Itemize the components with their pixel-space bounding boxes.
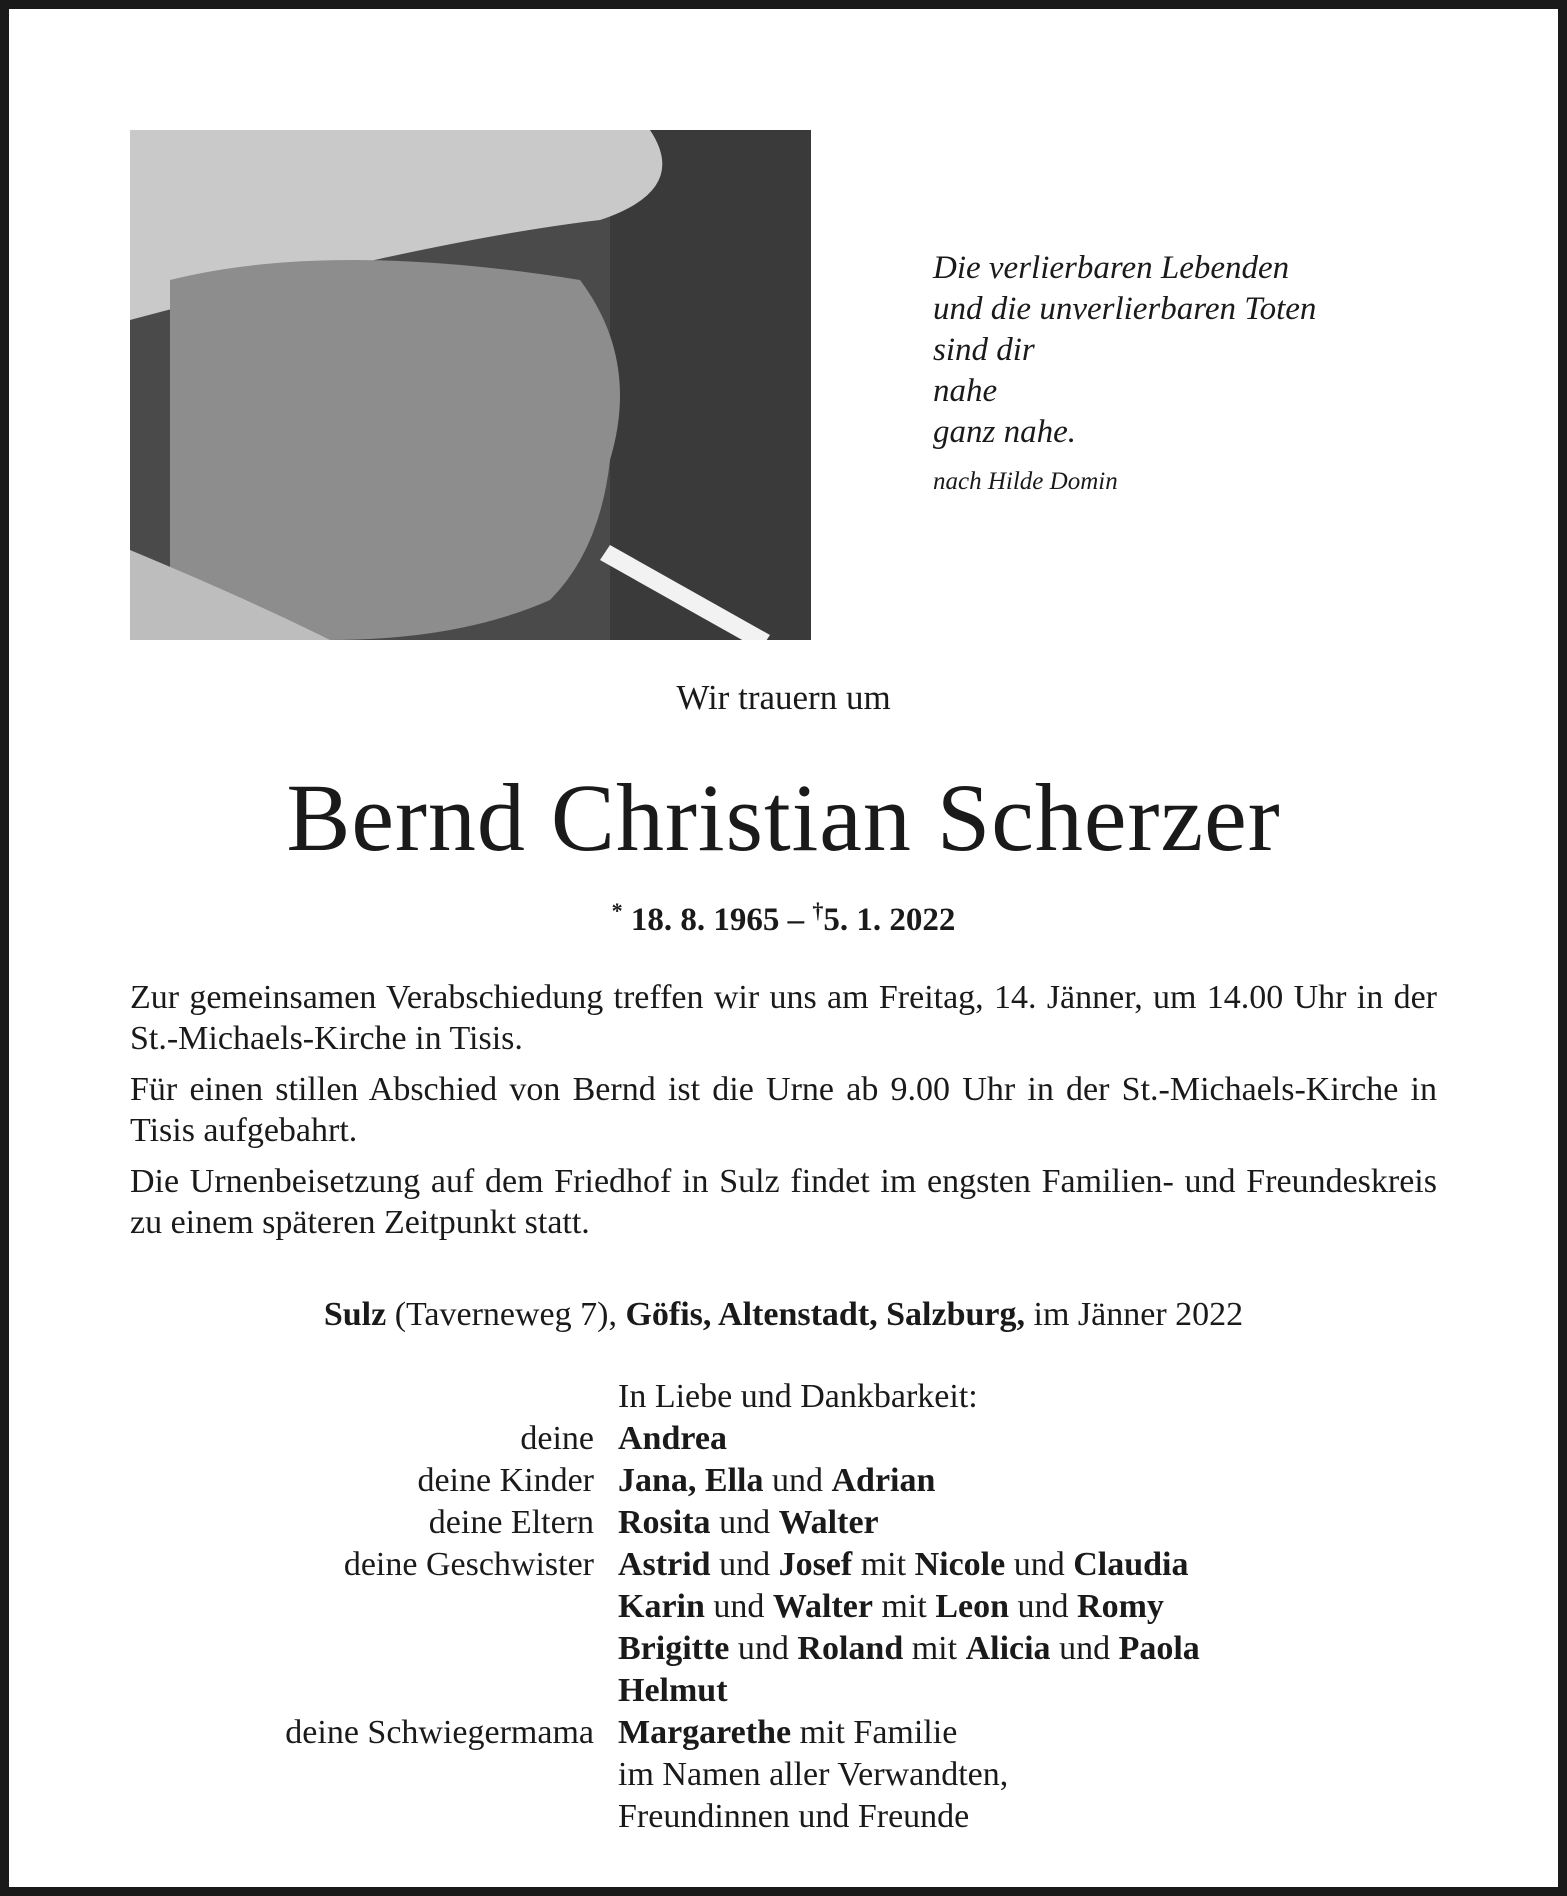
birth-symbol: * <box>611 898 623 923</box>
mourner-name: Jana, Ella <box>618 1462 764 1499</box>
mourner-row <box>130 1754 1437 1796</box>
mourner-name: Astrid <box>618 1546 711 1583</box>
portrait-illustration <box>130 130 811 640</box>
deceased-name: Bernd Christian Scherzer <box>286 764 1281 871</box>
death-date: 5. 1. 2022 <box>823 902 956 938</box>
mourner-row <box>130 1376 1437 1418</box>
birth-date: 18. 8. 1965 <box>630 902 780 938</box>
life-dates <box>0 898 1567 939</box>
relation-label: deine Geschwister <box>343 1546 594 1583</box>
closing-line: Freundinnen und Freunde <box>618 1798 970 1835</box>
mourners-heading: In Liebe und Dankbarkeit: <box>618 1378 978 1415</box>
mourner-row: Karin und Walter mit Leon und Romy <box>618 1588 1164 1625</box>
mourner-name: Alicia <box>965 1630 1051 1667</box>
place-address: (Taverneweg 7), <box>394 1296 617 1333</box>
mourner-name: Walter <box>772 1588 873 1625</box>
mourner-name: Karin <box>618 1588 705 1625</box>
mourner-name: Adrian <box>831 1462 936 1499</box>
relation-label: deine Kinder <box>417 1462 594 1499</box>
mourner-name: Andrea <box>618 1420 727 1457</box>
portrait-photo <box>130 130 811 640</box>
closing-line: im Namen aller Verwandten, <box>618 1756 1009 1793</box>
paragraph: Die Urnenbeisetzung auf dem Friedhof in Sulz findet im engsten Familien- und Freundeskreis zu einem späteren Zeitpunkt statt. <box>130 1163 1437 1241</box>
mourner-name: Walter <box>778 1504 879 1541</box>
quote-line: und die unverlierbaren Toten <box>933 291 1317 327</box>
date-separator: – <box>787 902 805 938</box>
mourner-row <box>130 1418 1437 1460</box>
quote-line: nahe <box>933 373 998 409</box>
mourner-row: deine Kinder Jana, Ella und Adrian <box>130 1460 1437 1502</box>
quote-line: ganz nahe. <box>933 414 1076 450</box>
mourner-row: deine Geschwister Astrid und Josef mit Nicole und Claudia <box>130 1544 1437 1586</box>
ceremony-details <box>130 977 1437 1253</box>
intro-text: Wir trauern um <box>676 678 891 717</box>
mourner-name: Nicole <box>914 1546 1006 1583</box>
mourner-name: Paola <box>1118 1630 1200 1667</box>
mourner-name: Margarethe <box>618 1714 792 1751</box>
mourner-name: Romy <box>1077 1588 1164 1625</box>
mourner-name: Claudia <box>1073 1546 1189 1583</box>
memorial-quote <box>933 248 1316 502</box>
paragraph: Für einen stillen Abschied von Bernd ist die Urne ab 9.00 Uhr in der St.-Michaels-Kirche in Tisis aufgebahrt. <box>130 1071 1437 1149</box>
mourner-name: Helmut <box>618 1672 728 1709</box>
place-others: Göfis, Altenstadt, Salzburg, <box>625 1296 1026 1333</box>
death-symbol: † <box>812 898 824 923</box>
place-town: Sulz <box>323 1296 387 1333</box>
mourner-name: Josef <box>778 1546 853 1583</box>
place-and-date <box>0 1296 1567 1334</box>
mourner-name: Leon <box>935 1588 1010 1625</box>
mourner-row: deine Eltern Rosita und Walter <box>130 1502 1437 1544</box>
paragraph: Zur gemeinsamen Verabschiedung treffen wir uns am Freitag, 14. Jänner, um 14.00 Uhr in der St.-Michaels-Kirche in Tisis. <box>130 979 1437 1057</box>
relation-label: deine <box>520 1420 594 1457</box>
mourner-row: deine Schwiegermama Margarethe mit Familie <box>130 1712 1437 1754</box>
mourners-list <box>130 1376 1437 1838</box>
place-date: im Jänner 2022 <box>1033 1296 1244 1333</box>
mourner-row: Brigitte und Roland mit Alicia und Paola <box>618 1630 1200 1667</box>
mourner-name: Rosita <box>618 1504 711 1541</box>
relation-label: deine Schwiegermama <box>285 1714 594 1751</box>
mourner-row <box>130 1796 1437 1838</box>
quote-line: sind dir <box>933 332 1035 368</box>
mourner-name: Brigitte <box>618 1630 730 1667</box>
quote-source: nach Hilde Domin <box>933 468 1118 495</box>
relation-label: deine Eltern <box>428 1504 594 1541</box>
quote-line: Die verlierbaren Lebenden <box>933 250 1290 286</box>
mourner-row <box>130 1670 1437 1712</box>
mourner-name: Roland <box>797 1630 904 1667</box>
